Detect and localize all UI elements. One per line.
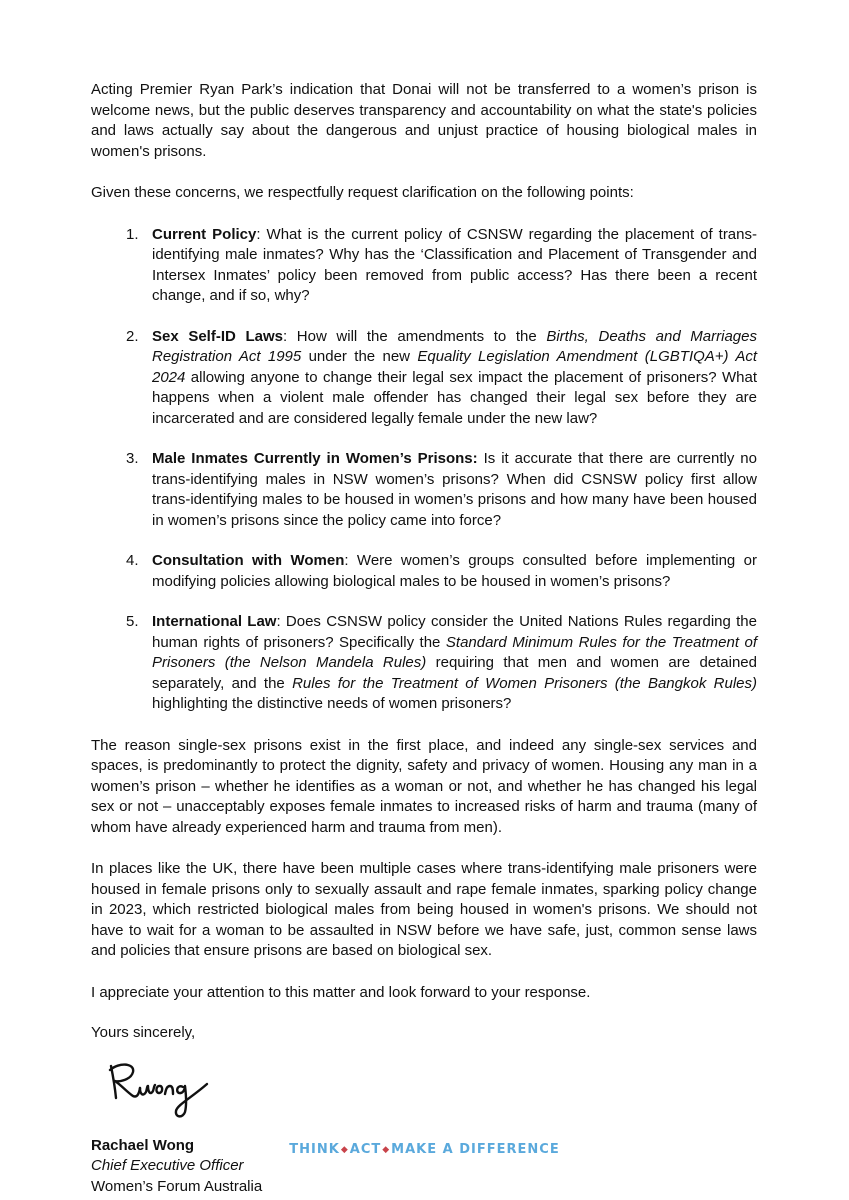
point-text: : What is the current policy of CSNSW regarding the placement of trans-identifying male inmates? Why has the ‘Classification and Placement of Transgender and Intersex Inmates’ policy been removed from public access? Has there been a recent change, and if so, why? <box>152 225 757 304</box>
signatory-title: Chief Executive Officer <box>91 1157 244 1174</box>
point-number: 2. <box>126 327 139 345</box>
list-item <box>91 551 757 592</box>
un-rules-title: Rules for the Treatment of Women Prisoners (the Bangkok Rules) <box>292 674 757 692</box>
point-text: : How will the amendments to the <box>282 327 547 345</box>
point-heading: International Law <box>152 613 277 630</box>
tagline-make-a-difference: MAKE A DIFFERENCE <box>391 1142 560 1157</box>
letter-body <box>91 80 757 1197</box>
diamond-separator-icon: ◆ <box>382 1145 391 1155</box>
legislation-title: Births, Deaths and Marriages Registration Act 1995 <box>152 327 757 365</box>
list-item <box>91 612 757 715</box>
point-number: 4. <box>126 552 139 569</box>
point-heading: Consultation with Women <box>152 552 345 569</box>
uk-paragraph: In places like the UK, there have been multiple cases where trans-identifying male prisoners were housed in female prisons only to sexually assault and rape female inmates, sparking policy change in 2023, which restricted biological males from being housed in women's prisons. We should not have to wait for a woman to be assaulted in NSW before we have safe, just, common sense laws and policies that ensure prisons are based on biological sex. <box>91 860 757 959</box>
list-item <box>91 225 757 307</box>
point-text: : Were women’s groups consulted before implementing or modifying policies allowing biological males to be housed in women’s prisons? <box>152 552 758 590</box>
tagline-act: ACT <box>349 1142 382 1157</box>
diamond-separator-icon: ◆ <box>340 1145 349 1155</box>
point-heading: Sex Self-ID Laws <box>152 327 283 345</box>
point-heading: Male Inmates Currently in Women’s Prisons: <box>152 450 478 467</box>
list-item <box>91 327 757 430</box>
signatory-name: Rachael Wong <box>91 1136 195 1154</box>
point-text: under the new <box>301 348 418 365</box>
point-text: allowing anyone to change their legal sex impact the placement of prisoners? What happens when a violent male offender has changed their legal sex before they are incarcerated and are considered legally female under the new law? <box>152 368 757 427</box>
point-number: 1. <box>126 225 139 243</box>
footer-tagline <box>0 1142 849 1157</box>
request-intro: Given these concerns, we respectfully request clarification on the following points: <box>91 184 634 201</box>
opening-paragraph: Acting Premier Ryan Park’s indication that Donai will not be transferred to a women’s prison is welcome news, but the public deserves transparency and accountability on what the state's policies and laws actually say about the dangerous and unjust practice of housing biological males in women's prisons. <box>91 81 757 160</box>
point-number: 3. <box>126 450 139 467</box>
tagline-think: THINK <box>289 1142 340 1157</box>
point-number: 5. <box>126 613 139 630</box>
point-text: Is it accurate that there are currently no trans-identifying males in NSW women’s prisons? When did CSNSW policy first allow trans-identifying males to be housed in women’s prisons and how many have been housed in women’s prisons since the policy came into force? <box>152 450 757 529</box>
closing-salutation: Yours sincerely, <box>91 1024 196 1041</box>
points-list <box>91 225 757 715</box>
point-heading: Current Policy <box>152 225 257 243</box>
handwritten-signature <box>105 1058 215 1120</box>
signatory-organisation: Women’s Forum Australia <box>91 1177 263 1195</box>
reason-paragraph: The reason single-sex prisons exist in the first place, and indeed any single-sex services and spaces, is predominantly to protect the dignity, safety and privacy of women. Housing any man in a women’s prison – whether he identifies as a woman or not, and whether he has changed his legal sex or not – unacceptably exposes female inmates to increased risks of harm and trauma (many of whom have already experienced harm and trauma from men). <box>91 736 757 836</box>
point-text: : Does CSNSW policy consider the United Nations Rules regarding the human rights of prisoners? Specifically the <box>152 613 757 651</box>
point-text: requiring that men and women are detained separately, and the <box>152 654 757 692</box>
point-text: highlighting the distinctive needs of women prisoners? <box>152 695 512 712</box>
un-rules-title: Standard Minimum Rules for the Treatment of Prisoners (the Nelson Mandela Rules) <box>152 633 757 671</box>
list-item <box>91 449 757 531</box>
legislation-title: Equality Legislation Amendment (LGBTIQA+) Act 2024 <box>152 348 758 386</box>
thanks-paragraph: I appreciate your attention to this matter and look forward to your response. <box>91 983 591 1001</box>
